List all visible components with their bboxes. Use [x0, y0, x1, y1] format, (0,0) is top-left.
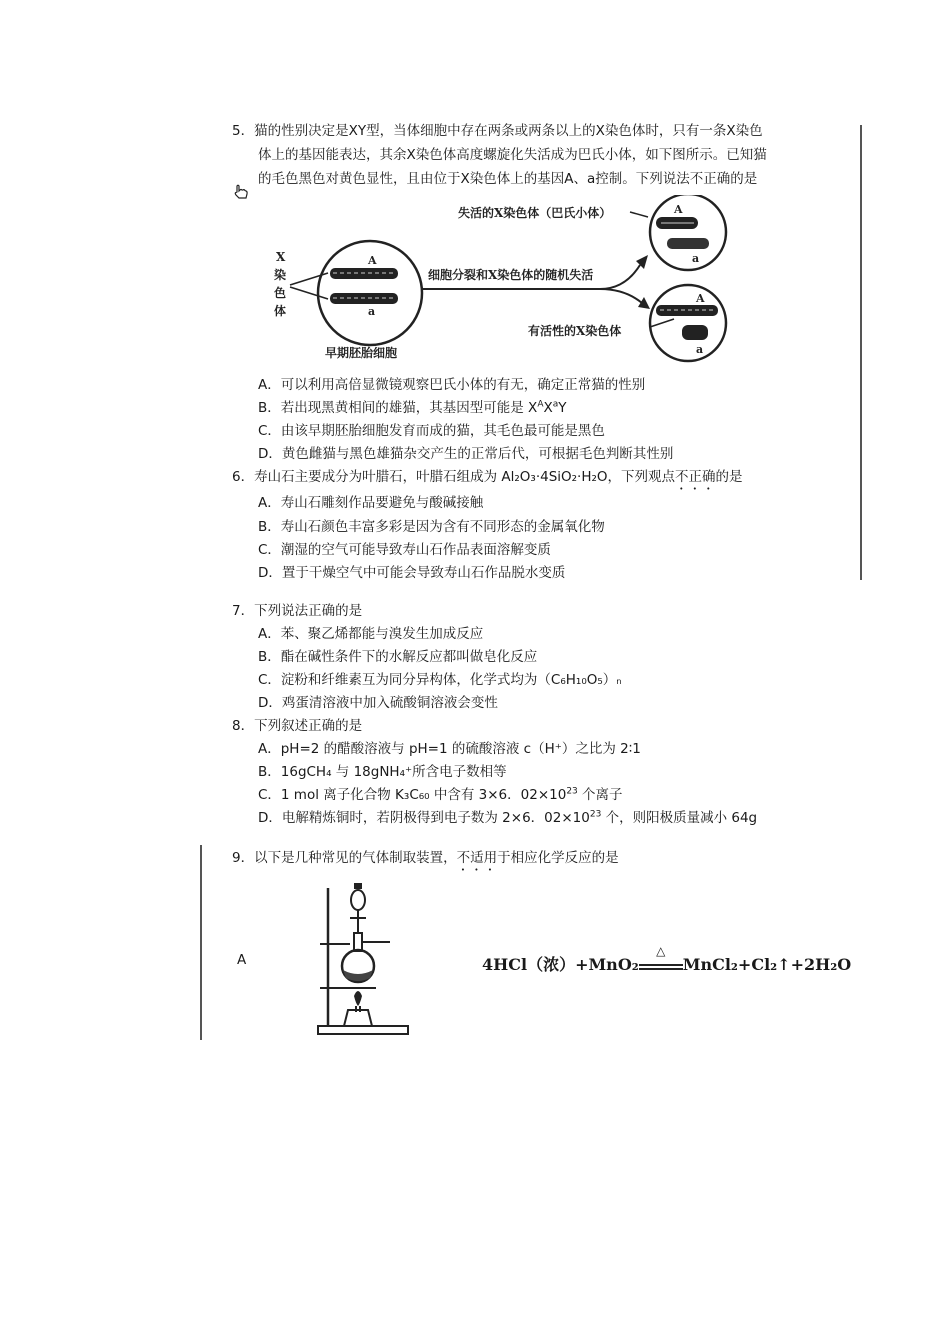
q9-stem-suffix: 于相应化学反应的是 — [497, 850, 619, 866]
q5-option-a: A．可以利用高倍显微镜观察巴氏小体的有无，确定正常猫的性别 — [258, 377, 646, 393]
q6-option-a: A．寿山石雕刻作品要避免与酸碱接触 — [258, 495, 484, 511]
q5-stem-2: 体上的基因能表达，其余X染色体高度螺旋化失活成为巴氏小体，如下图所示。已知猫 — [258, 147, 767, 163]
allele-a-top: a — [692, 252, 700, 265]
q7-option-d: D．鸡蛋清溶液中加入硫酸铜溶液会变性 — [258, 695, 498, 711]
q5-stem-line1: 猫的性别决定是XY型，当体细胞中存在两条或两条以上的X染色体时，只有一条X染色 — [254, 123, 763, 139]
q9-stem-prefix: 9．以下是几种常见的气体制取装置， — [232, 850, 457, 866]
q9-stem — [232, 846, 619, 874]
q6-option-c: C．潮湿的空气可能导致寿山石作品表面溶解变质 — [258, 542, 551, 558]
q5-option-b-text: B．若出现黑黄相间的雄猫，其基因型可能是 X — [258, 400, 538, 416]
equation-right: MnCl₂+Cl₂↑+2H₂O — [682, 955, 852, 974]
q5-option-b — [258, 396, 567, 416]
q9-option-label: A — [237, 952, 247, 968]
pointer-hand-icon — [232, 183, 250, 201]
label-inactive-x: 失活的X染色体（巴氏小体） — [458, 206, 612, 220]
equation-arrow — [639, 944, 683, 970]
q8-option-d — [258, 806, 757, 826]
q8-option-b: B．16gCH₄ 与 18gNH₄⁺所含电子数相等 — [258, 764, 507, 780]
label-active-x: 有活性的X染色体 — [528, 324, 622, 338]
q8-option-c-sup: 23 — [566, 786, 578, 797]
q6-option-d: D．置于干燥空气中可能会导致寿山石作品脱水变质 — [258, 565, 566, 581]
q7-stem: 7．下列说法正确的是 — [232, 603, 363, 619]
equation-left: 4HCl（浓）+MnO₂ — [482, 955, 639, 974]
cell-top-right — [650, 195, 726, 270]
q5-stem-3: 的毛色黑色对黄色显性，且由位于X染色体上的基因A、a控制。下列说法不正确的是 — [258, 171, 758, 187]
q7-option-a: A．苯、聚乙烯都能与溴发生加成反应 — [258, 626, 484, 642]
allele-A-bottom: A — [696, 292, 705, 305]
q7-option-c: C．淀粉和纤维素互为同分异构体，化学式均为（C₆H₁₀O₅）ₙ — [258, 672, 622, 688]
q5-stem — [232, 120, 763, 142]
allele-a-bottom: a — [696, 343, 704, 356]
q5-option-b-suffix: Y — [558, 400, 567, 416]
q9-equation — [482, 944, 852, 975]
q5-option-b-mid: X — [543, 400, 553, 416]
q6-stem — [232, 465, 743, 493]
label-x-chromosome-2: 染 — [274, 268, 287, 282]
label-x-chromosome-4: 体 — [274, 304, 287, 318]
q6-stem-emph: 不正确 — [675, 469, 716, 485]
q5-option-b-sup2: a — [552, 399, 559, 410]
allele-A-top: A — [674, 203, 683, 216]
q5-number: 5． — [232, 123, 255, 139]
q8-option-c-suffix: 个离子 — [577, 787, 623, 803]
q6-stem-prefix: 6．寿山石主要成分为叶腊石，叶腊石组成为 Al₂O₃·4SiO₂·H₂O，下列观点 — [232, 469, 676, 485]
q5-option-b-sup1: A — [537, 399, 544, 410]
q8-stem: 8．下列叙述正确的是 — [232, 718, 363, 734]
q9-stem-emph: 不适用 — [456, 850, 498, 866]
label-early-embryo-cell: 早期胚胎细胞 — [325, 346, 398, 360]
label-x-chromosome-1: X — [276, 250, 286, 264]
q7-option-b: B．酯在碱性条件下的水解反应都叫做皂化反应 — [258, 649, 538, 665]
q5-figure — [270, 195, 740, 370]
allele-a-left: a — [368, 305, 376, 318]
margin-line-right — [860, 125, 862, 580]
equation-condition: △ — [656, 944, 666, 958]
q8-option-a: A．pH=2 的醋酸溶液与 pH=1 的硫酸溶液 c（H⁺）之比为 2∶1 — [258, 741, 641, 757]
q8-option-d-suffix: 个，则阳极质量减小 64g — [601, 810, 758, 826]
apparatus-drawing — [310, 878, 415, 1040]
q6-option-b: B．寿山石颜色丰富多彩是因为含有不同形态的金属氧化物 — [258, 519, 605, 535]
label-process: 细胞分裂和X染色体的随机失活 — [428, 268, 594, 282]
q5-option-c: C．由该早期胚胎细胞发育而成的猫，其毛色最可能是黑色 — [258, 423, 605, 439]
q8-option-c-prefix: C．1 mol 离子化合物 K₃C₆₀ 中含有 3×6．02×10 — [258, 787, 567, 803]
q8-option-d-sup: 23 — [589, 809, 602, 820]
q6-stem-suffix: 的是 — [715, 469, 743, 485]
margin-line-left — [200, 845, 202, 1040]
label-x-chromosome-3: 色 — [274, 286, 287, 300]
q5-option-d: D．黄色雌猫与黑色雄猫杂交产生的正常后代，可根据毛色判断其性别 — [258, 446, 674, 462]
allele-A-left: A — [368, 254, 377, 267]
q8-option-c — [258, 783, 623, 803]
q8-option-d-prefix: D．电解精炼铜时，若阴极得到电子数为 2×6．02×10 — [258, 810, 590, 826]
